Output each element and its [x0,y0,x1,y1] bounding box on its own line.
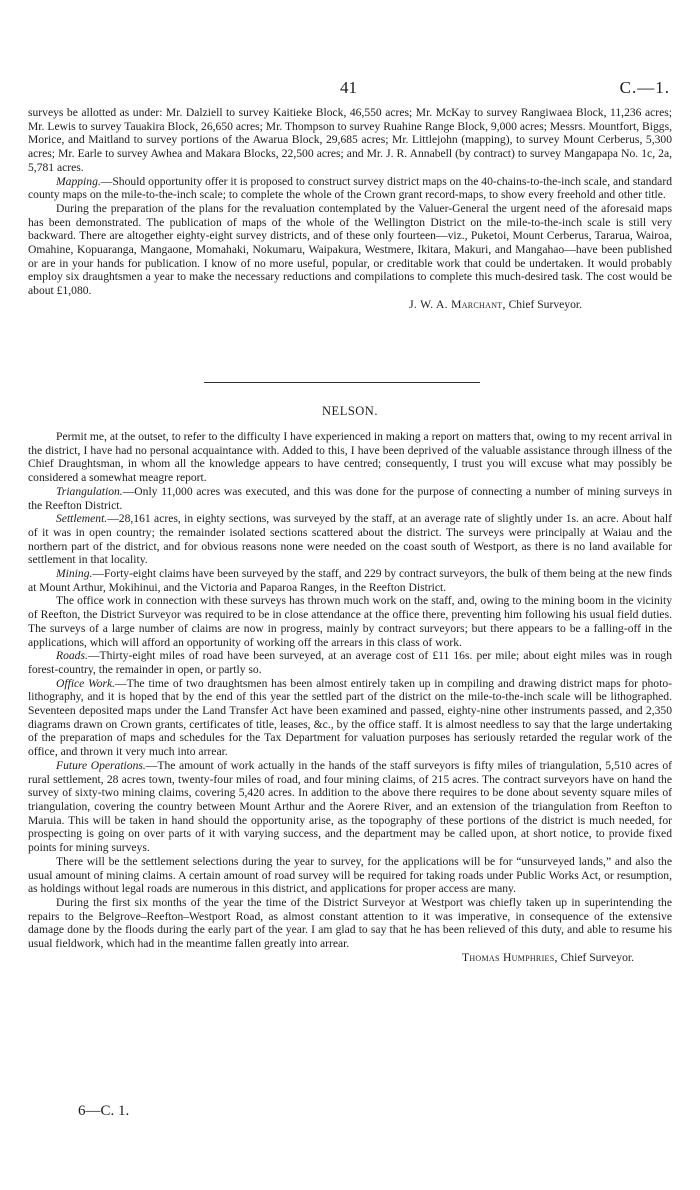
section-label-triangulation: Triangulation. [56,484,123,498]
section-divider [204,382,480,383]
section-title-nelson: NELSON. [322,404,378,418]
paragraph-roads [28,649,672,676]
paragraph-mapping [28,175,672,202]
section-label-office-work: Office Work. [56,676,116,690]
paragraph: Permit me, at the outset, to refer to the difficulty I have experienced in making a report on matters that, owing to my recent arrival in the district, I have had no personal acquaintance with. Added to this, I have been deprived of the valuable assistance through illness of the Chief Draughtsman, in whom all the knowledge appears to have centred; consequently, I trust you will excuse what may possibly be considered a somewhat meagre report. [28,430,672,485]
paragraph: There will be the settlement selections during the year to survey, for the applications will be for “unsurveyed lands,” and also the usual amount of mining claims. A certain amount of road survey will be required for taking roads under Public Works Act, or resumption, as holdings without legal roads are numerous in this district, and applications for proper access are many. [28,854,672,896]
signatory-title: Chief Surveyor. [557,950,634,964]
paragraph: During the preparation of the plans for the revaluation contemplated by the Valuer-General the urgent need of the aforesaid maps has been demonstrated. The publication of maps of the whole of the Wellington District on the mile-to-the-inch scale is still very backward. There are altogether eighty-eight survey districts, and of these only fourteen—viz., Puketoi, Mount Cerberus, Tararua, Wairoa, Omahine, Kopuaranga, Mangaone, Momahaki, Nokumaru, Waipakura, Westmere, Ikitara, Makuri, and Mangahao—have been published or are in your hands for publication. I know of no more useful, popular, or creditable work that could be undertaken. It would probably employ six draughtsmen a year to make the necessary reductions and compilations to complete this much-desired task. The cost would be about £1,080. [28,201,672,298]
paragraph: The office work in connection with these surveys has thrown much work on the staff, and, owing to the mining boom in the vicinity of Reefton, the District Surveyor was required to be in close attendance at the office there, preventing him following his usual field duties. The surveys of a large number of claims are now in progress, mainly by contract surveyors; but there appears to be a falling-off in the applications, which will afford an opportunity of working off the arrears in this class of work. [28,594,672,649]
signatory-name: Thomas Humphries, [461,950,558,964]
signature-marchant [28,298,672,312]
section-label-future-operations: Future Operations. [56,758,146,772]
paragraph-text: —The time of two draughtsmen has been almost entirely taken up in compiling and drawing district maps for photo-lithography, and it is hoped that by the end of this year the settled part of the district on the mile-to-the-inch scale will be lithographed. Seventeen deposited maps under the Land Transfer Act have been examined and passed, eighty-nine other instruments passed, and 2,350 diagrams drawn on Crown grants, certificates of title, leases, &c., by the office staff. It is almost needless to say that the large undertaking of the preparation of maps and schedules for the Tax Department for valuation purposes has seriously retarded the regular work of the office, and thrown it very much into arrear. [28,676,672,759]
paragraph-settlement [28,512,672,567]
signatory-name: J. W. A. Marchant, [409,297,506,311]
paragraph-text: —28,161 acres, in eighty sections, was surveyed by the staff, at an average rate of slightly under 1s. an acre. About half of it was in open country; the remainder isolated sections scattered about the district. The surveys were principally at Waiau and the northern part of the district, and for obvious reasons none were needed on the coast south of Westport, as there is no land available for settlement in that locality. [28,512,672,567]
paragraph: surveys be allotted as under: Mr. Dalziell to survey Kaitieke Block, 46,550 acres; Mr. McKay to survey Rangiwaea Block, 11,236 acres; Mr. Lewis to survey Tauakira Block, 26,650 acres; Mr. Thompson to survey Ruahine Range Block, 9,000 acres; Messrs. Mountfort, Biggs, Morice, and Maitland to survey portions of the Awarua Block, 29,685 acres; Mr. Littlejohn (mapping), to survey Mount Cerberus, 5,300 acres; Mr. Earle to survey Awhea and Makara Blocks, 22,500 acres; and Mr. J. R. Annabell (by contract) to survey Mangapapa No. 1c, 2a, 5,781 acres. [28,106,672,174]
signature-mark: 6—C. 1. [78,1103,130,1119]
section-label-mining: Mining. [56,567,93,581]
paragraph-text: —Should opportunity offer it is proposed to construct survey district maps on the 40-chains-to-the-inch scale, and standard county maps on the mile-to-the-inch scale; to complete the whole of the Crown grant record-maps, to show every freehold and other title. [28,174,672,202]
wellington-report-continuation [28,106,672,312]
signature-humphries [28,951,672,965]
nelson-report [28,430,672,965]
paragraph-triangulation [28,485,672,512]
paragraph-office-work [28,677,672,759]
paragraph-text: —Only 11,000 acres was executed, and this was done for the purpose of connecting a number of mining surveys in the Reefton District. [28,484,672,512]
page-number: 41 [340,78,357,97]
paragraph: During the first six months of the year the time of the District Surveyor at Westport was chiefly taken up in superintending the repairs to the Belgrove–Reefton–Westport Road, as almost constant attention to it was imperative, in consequence of the extensive damage done by the floods during the early part of the year. I am glad to say that he has been relieved of this duty, and able to resume his usual fieldwork, which had in the meantime fallen greatly into arrear. [28,895,672,951]
section-label-settlement: Settlement. [56,512,108,526]
paragraph-mining [28,567,672,594]
paragraph-future-operations [28,759,672,855]
paragraph-text: —Forty-eight claims have been surveyed by the staff, and 229 by contract surveyors, the bulk of them being at the new finds at Mount Arthur, Mokihinui, and the Victoria and Paparoa Ranges, in the Reefton District. [28,567,672,594]
document-reference: C.—1. [619,78,670,97]
signatory-title: Chief Surveyor. [505,297,582,311]
paragraph-text: —Thirty-eight miles of road have been surveyed, at an average cost of £11 16s. per mile; about eight miles was in rough forest-country, the remainder in open, or partly so. [28,649,672,676]
section-label-mapping: Mapping. [56,174,101,188]
paragraph-text: —The amount of work actually in the hands of the staff surveyors is fifty miles of triangulation, 5,510 acres of rural settlement, 28 acres town, twenty-four miles of road, and four mining claims, of 215 acres. The contract surveyors have on hand the survey of sixty-two mining claims, covering 5,420 acres. In addition to the above there requires to be done about seventy square miles of triangulation, covering the country between Mount Arthur and the Aorere River, and an extension of the triangulation from Reefton to Maruia. This will be taken in hand should the opportunity arise, as the topography of these portions of the district is much needed, for prospecting is going on over parts of it with varying success, and the department may be called upon, at short notice, to provide fixed points for mining surveys. [28,758,672,855]
section-label-roads: Roads. [56,649,88,663]
